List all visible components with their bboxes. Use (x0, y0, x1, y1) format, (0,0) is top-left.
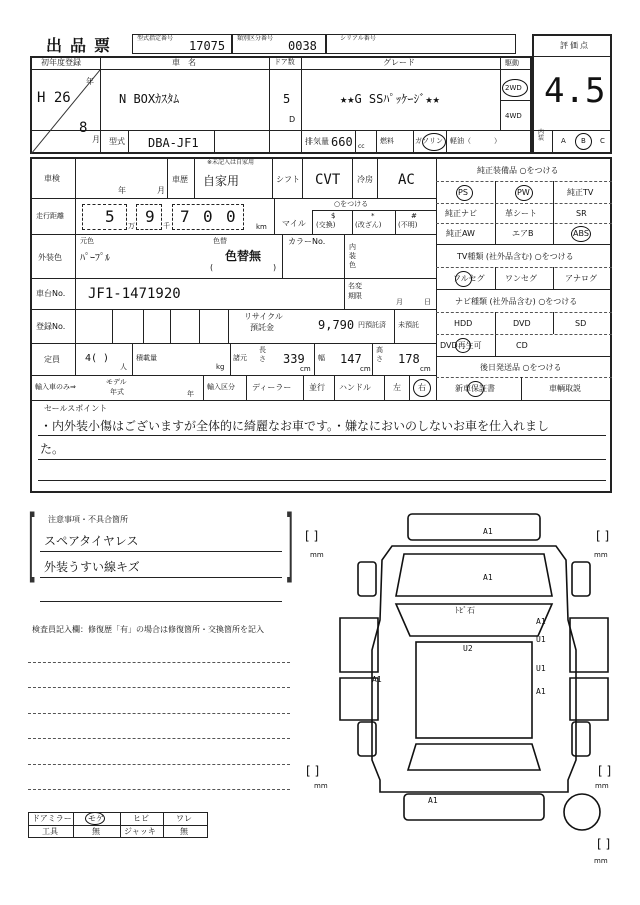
ac-label: 冷房 (357, 175, 373, 184)
car-name-label: 車 名 (172, 58, 196, 67)
opt-leather: 革シート (505, 209, 537, 218)
cc-unit: cc (358, 143, 365, 150)
doors: 5 (283, 92, 291, 106)
mm-rear-left: mm (314, 782, 328, 790)
model-year-unit: 年 (187, 390, 194, 398)
color-no-label: カラーNo. (288, 237, 326, 246)
doors-label: ドア数 (274, 58, 295, 66)
drive-2wd: 2WD (505, 84, 522, 92)
ac: AC (398, 172, 415, 188)
first-reg-era: H 26 (37, 90, 71, 106)
opt-navi: 純正ナビ (445, 209, 477, 218)
int-color-1: 内 (349, 243, 356, 251)
mm-rear-right: mm (595, 782, 609, 790)
dims-label: 諸元 (233, 354, 247, 362)
opt-abs: ABS (573, 229, 589, 238)
load-unit: kg (216, 363, 225, 371)
fuel-value: ガソリン (415, 137, 443, 145)
navi-hdd: HDD (454, 319, 473, 328)
odo-unknown: (不明) (398, 221, 418, 229)
recycle-unit: 円預託済 (358, 321, 386, 329)
import-label: 輸入車のみ⇒ (35, 383, 76, 391)
jack-label: ジャッキ (124, 827, 156, 836)
mm-front-right: mm (594, 551, 608, 559)
crack-value: ワレ (176, 814, 192, 823)
mileage-digit-5: 0 (226, 207, 236, 226)
navi-title: ナビ種類 (社外品含む) ○をつける (455, 297, 578, 306)
first-reg-label: 初年度登録 (41, 58, 81, 67)
damage-mark-5: U1 (536, 635, 546, 644)
mm-spare: mm (594, 857, 608, 865)
damage-mark-7: U1 (536, 664, 546, 673)
model-label: 型式 (109, 137, 125, 146)
hgt-unit: cm (420, 365, 431, 373)
genuine-title: 純正装備品 ○をつける (477, 166, 559, 175)
color-label: 外装色 (38, 253, 62, 262)
len-label-1: 長 (259, 346, 266, 354)
interior-c: C (600, 137, 605, 145)
damage-mark-8: A1 (372, 675, 382, 684)
recycle-unpaid: 未預託 (398, 321, 419, 329)
pw-circle (515, 185, 533, 201)
grade: ★★G SSﾊﾟｯｹｰｼﾞ★★ (340, 92, 440, 106)
inspection-year: 年 (118, 186, 126, 195)
tv-fullseg: フルセグ (453, 274, 485, 283)
opt-sr: SR (576, 209, 587, 218)
int-color-2: 装 (349, 252, 356, 260)
displacement: 660 (331, 135, 353, 149)
hgt-label-2: さ (376, 355, 383, 363)
len-unit: cm (300, 365, 311, 373)
type-number-label: 型式指定番号 (137, 35, 174, 42)
damage-mark-3: ﾄﾋﾞ石 (455, 606, 475, 615)
crack-label: ヒビ (133, 814, 149, 823)
mileage-label: 走行距離 (36, 212, 64, 220)
capacity-label: 定員 (44, 355, 60, 364)
mirror-value: モゲ (88, 814, 104, 823)
bracket-front-left: [ ] (305, 529, 319, 543)
sales-label: セールスポイント (44, 404, 108, 413)
mileage-digit-3: 7 (180, 207, 190, 226)
int-color-3: 色 (349, 261, 356, 269)
drive-4wd: 4WD (505, 112, 522, 120)
damage-mark-2: A1 (483, 573, 493, 582)
warranty-circle (467, 381, 484, 397)
notes-bracket-left: [ (28, 503, 37, 594)
diesel-label: 軽油（ (450, 137, 471, 145)
docs-warranty: 新車保証書 (455, 384, 495, 393)
load-label: 積載量 (136, 354, 157, 362)
recycle-label-1: リサイクル (244, 312, 283, 321)
navi-cd: CD (516, 341, 528, 350)
history-note: ※未記入は自家用 (207, 159, 255, 166)
bracket-spare: [ ] (597, 837, 611, 851)
opt-ps: PS (458, 188, 468, 197)
class-number: 0038 (288, 39, 317, 53)
fuel-label: 燃料 (380, 137, 394, 145)
recolor-open: ( (210, 263, 214, 272)
man-unit: 万 (128, 222, 135, 230)
odo-header: ○をつける (334, 200, 369, 208)
name-change-month: 月 (396, 298, 403, 306)
damage-mark-9: A1 (536, 687, 546, 696)
diesel-close: ） (494, 137, 501, 145)
width: 147 (340, 352, 362, 366)
reg-label: 登録No. (36, 322, 66, 331)
interior-label: 内装 (538, 129, 545, 142)
docs-manual: 車輌取説 (549, 384, 581, 393)
opt-airbag: エアB (512, 229, 534, 238)
mm-front-left: mm (310, 551, 324, 559)
import-type-label: 輸入区分 (207, 383, 235, 391)
dvd-play-circle (455, 338, 471, 353)
handle-left: 左 (393, 383, 401, 392)
opt-tv: 純正TV (567, 188, 594, 197)
odo-hash: # (411, 212, 417, 220)
score: 4.5 (544, 71, 606, 111)
chassis-label: 車台No. (36, 289, 66, 298)
handle-right: 右 (418, 383, 426, 392)
sales-line-2: た。 (40, 442, 65, 456)
wid-unit: cm (360, 365, 371, 373)
height: 178 (398, 352, 420, 366)
model-year-1: モデル (106, 378, 127, 386)
notes-bracket-right: ] (285, 503, 294, 594)
recycle-amount: 9,790 (318, 318, 355, 332)
month-unit: 月 (92, 135, 100, 144)
km-unit: km (256, 223, 267, 231)
handle-circle (413, 379, 431, 397)
capacity-unit: 人 (120, 363, 127, 371)
note-item-2: 外装うすい線キズ (44, 560, 140, 574)
inspector-note: 検査員記入欄：修復歴「有」の場合は修復箇所・交換箇所を記入 (32, 625, 264, 634)
parallel: 並行 (309, 383, 325, 392)
opt-aw: 純正AW (446, 229, 475, 238)
inspection-label: 車検 (44, 174, 60, 183)
name-change-1: 名変 (348, 282, 362, 290)
year-unit: 年 (86, 77, 94, 86)
recolor: 色替無 (225, 249, 262, 263)
model: DBA-JF1 (148, 136, 199, 150)
odo-swap: (交換) (316, 221, 336, 229)
tv-title: TV種類 (社外品含む) ○をつける (457, 252, 574, 261)
interior-b: B (581, 137, 586, 145)
sen-unit: 千 (163, 222, 170, 230)
mirror-circle (85, 812, 105, 825)
name-change-day: 日 (424, 298, 431, 306)
docs-title: 後日発送品 ○をつける (480, 363, 562, 372)
bracket-rear-right: [ ] (598, 764, 612, 778)
tv-analog: アナログ (565, 274, 597, 283)
jack-value: 無 (180, 827, 188, 836)
score-label: 評価点 (560, 41, 590, 50)
model-year-2: 年式 (110, 388, 124, 396)
recolor-label: 色替 (213, 237, 227, 245)
history-label: 車歴 (172, 175, 188, 184)
opt-pw: PW (517, 188, 530, 197)
odo-alt: (改ざん) (355, 221, 382, 229)
tools-value: 無 (92, 827, 100, 836)
drive-circle (502, 79, 528, 97)
bracket-front-right: [ ] (596, 529, 610, 543)
length: 339 (283, 352, 305, 366)
mile-label: マイル (282, 219, 306, 228)
damage-mark-1: A1 (483, 527, 493, 536)
inspection-month: 月 (157, 186, 165, 195)
fuel-circle (422, 133, 446, 151)
mileage-digit-2: 9 (145, 207, 155, 226)
door-type: D (289, 115, 296, 124)
mileage-digit-1: 5 (105, 207, 115, 226)
navi-dvd: DVD (513, 319, 531, 328)
bracket-rear-left: [ ] (306, 764, 320, 778)
grade-label: グレード (383, 58, 415, 67)
mirror-label: ドアミラー (32, 814, 72, 823)
odo-dollar: $ (331, 212, 336, 220)
form-title: 出品票 (46, 36, 119, 55)
shift-label: シフト (276, 175, 300, 184)
damage-mark-10: A1 (428, 796, 438, 805)
note-item-1: スペアタイヤレス (44, 534, 139, 548)
odo-star: * (371, 212, 375, 220)
hgt-label-1: 高 (376, 346, 383, 354)
fullseg-circle (455, 271, 472, 287)
abs-circle (571, 226, 591, 242)
sales-line-1: ・内外装小傷はございますが全体的に綺麗なお車です。・嫌なにおいのしないお車を仕入れまし (40, 419, 550, 433)
serial-label: シリアル番号 (340, 35, 376, 42)
wid-label: 幅 (318, 354, 325, 362)
ps-circle (456, 185, 473, 201)
type-number: 17075 (189, 39, 226, 53)
tools-label: 工具 (42, 827, 58, 836)
first-reg-month: 8 (79, 120, 88, 136)
mileage-digit-4: 0 (203, 207, 213, 226)
orig-color: ﾊﾟｰﾌﾟﾙ (80, 253, 110, 264)
navi-sd: SD (575, 319, 587, 328)
notes-label: 注意事項・不具合箇所 (48, 515, 128, 524)
shift: CVT (315, 172, 341, 188)
capacity: 4( ) (85, 353, 110, 364)
car-diagram (300, 500, 640, 900)
displacement-label: 排気量 (305, 137, 329, 146)
damage-mark-4: A1 (536, 617, 546, 626)
recolor-close: ) (273, 263, 277, 272)
len-label-2: さ (259, 355, 266, 363)
recycle-label-2: 預託金 (250, 323, 274, 332)
orig-color-label: 元色 (80, 237, 94, 245)
history: 自家用 (203, 174, 240, 188)
handle-label: ハンドル (339, 383, 371, 392)
damage-mark-6: U2 (463, 644, 473, 653)
drive-label: 駆動 (505, 59, 519, 67)
class-number-label: 類別区分番号 (237, 35, 274, 42)
navi-dvd-play: DVD再生可 (440, 341, 482, 350)
tv-oneseg: ワンセグ (505, 274, 537, 283)
chassis: JF1-1471920 (88, 286, 181, 302)
dealer: ディーラー (252, 383, 292, 392)
interior-a: A (561, 137, 566, 145)
car-name: N BOXｶｽﾀﾑ (119, 92, 180, 106)
name-change-2: 期限 (348, 292, 362, 300)
